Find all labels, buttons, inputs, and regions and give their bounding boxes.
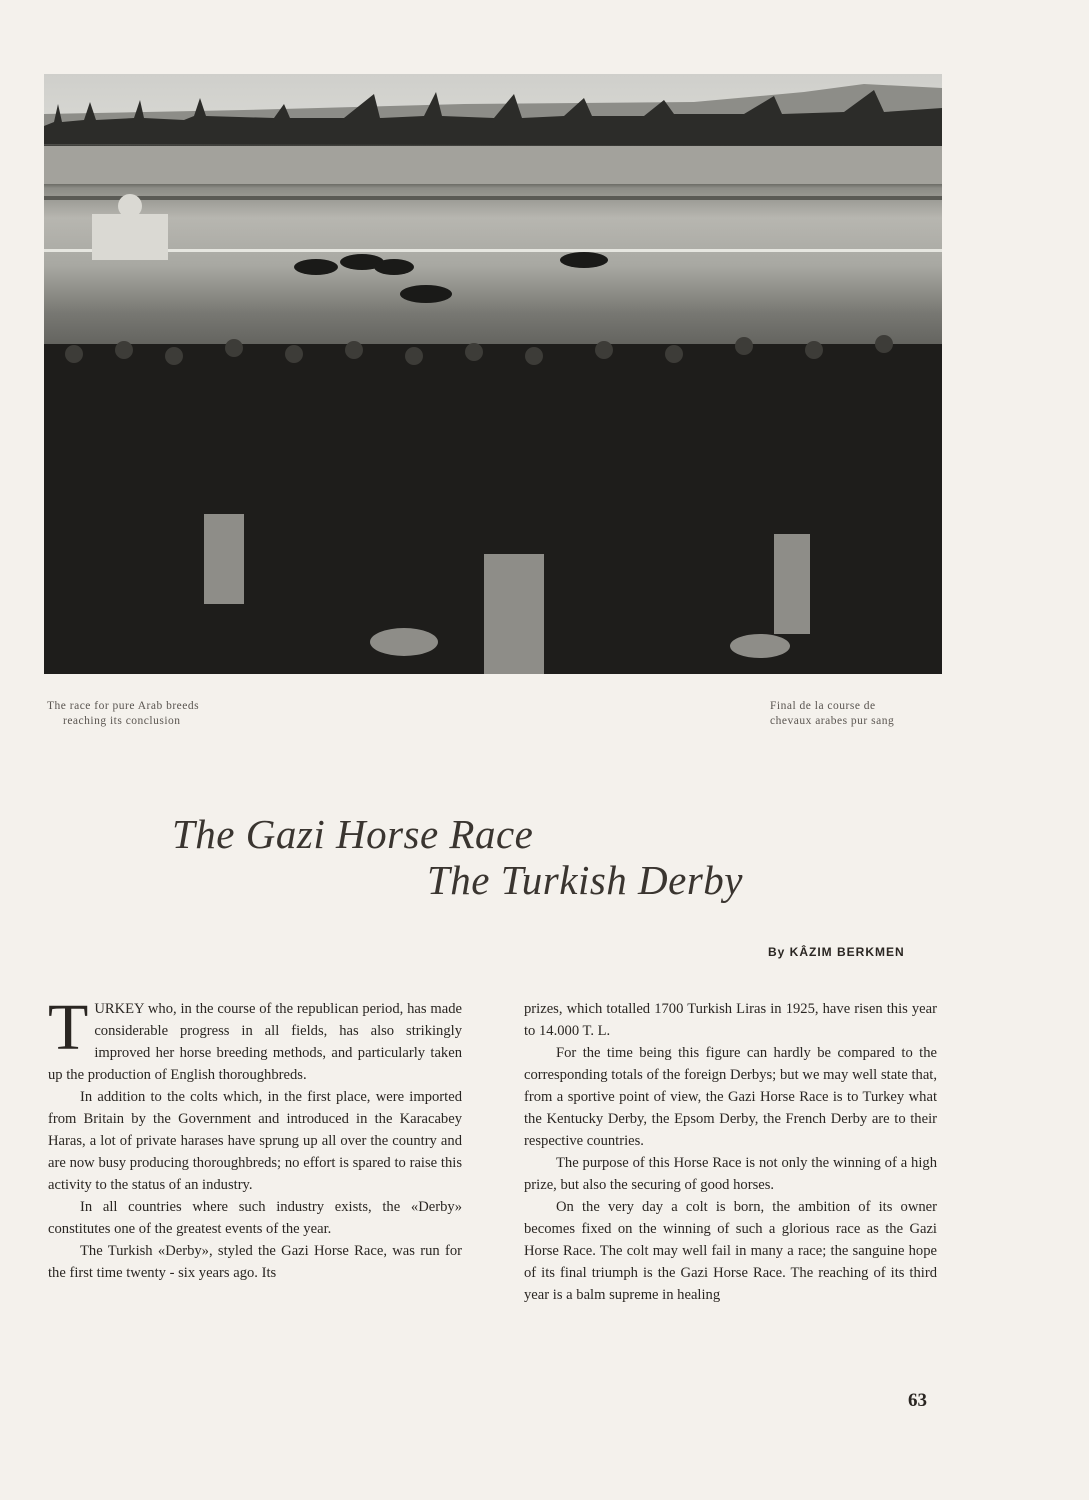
byline: By KÂZIM BERKMEN (768, 945, 905, 959)
article-title-line2: The Turkish Derby (427, 857, 743, 903)
paragraph: In all countries where such industry exists, the «Derby» constitutes one of the greatest events of the year. (48, 1199, 462, 1237)
racecourse-illustration (44, 74, 942, 674)
caption-line: Final de la course de (770, 700, 876, 712)
paragraph-text: URKEY who, in the course of the republican period, has made considerable progress in all fields, has also strikingly improved her horse breeding methods, and particularly taken up the production of English thoroughbreds. (48, 1001, 462, 1083)
article-column-right (524, 998, 937, 1306)
paragraph: prizes, which totalled 1700 Turkish Liras in 1925, have risen this year to 14.000 T. L. (524, 1001, 937, 1039)
page-number: 63 (908, 1390, 927, 1411)
paragraph: On the very day a colt is born, the ambition of its owner becomes fixed on the winning of such a glorious race as the Gazi Horse Race. The colt may well fail in many a race; the sanguine hope of its final triumph is the Gazi Horse Race. The reaching of its third year is a balm supreme in healing (524, 1199, 937, 1303)
paragraph (48, 991, 462, 1086)
photo-caption-french (770, 699, 894, 729)
drop-cap: T (48, 991, 89, 1064)
article-column-left (48, 991, 462, 1284)
paragraph: The Turkish «Derby», styled the Gazi Horse Race, was run for the first time twenty - six years ago. Its (48, 1243, 462, 1281)
paragraph: For the time being this figure can hardly be compared to the corresponding totals of the foreign Derbys; but we may well state that, from a sportive point of view, the Gazi Horse Race is to Turkey what the Kentucky Derby, the Epsom Derby, the French Derby are to their respective countries. (524, 1045, 937, 1149)
paragraph: The purpose of this Horse Race is not only the winning of a high prize, but also the securing of good horses. (524, 1155, 937, 1193)
caption-line: The race for pure Arab breeds (47, 700, 200, 712)
photo-caption-english (47, 699, 199, 729)
paragraph: In addition to the colts which, in the first place, were imported from Britain by the Government and introduced in the Karacabey Haras, a lot of private harases have sprung up all over the country and are now busy producing thoroughbreds; no effort is spared to raise this activity to the status of an industry. (48, 1089, 462, 1193)
caption-line: reaching its conclusion (63, 715, 181, 727)
article-title-line1: The Gazi Horse Race (172, 811, 534, 857)
caption-line: chevaux arabes pur sang (770, 715, 895, 727)
racecourse-photo (44, 74, 942, 674)
